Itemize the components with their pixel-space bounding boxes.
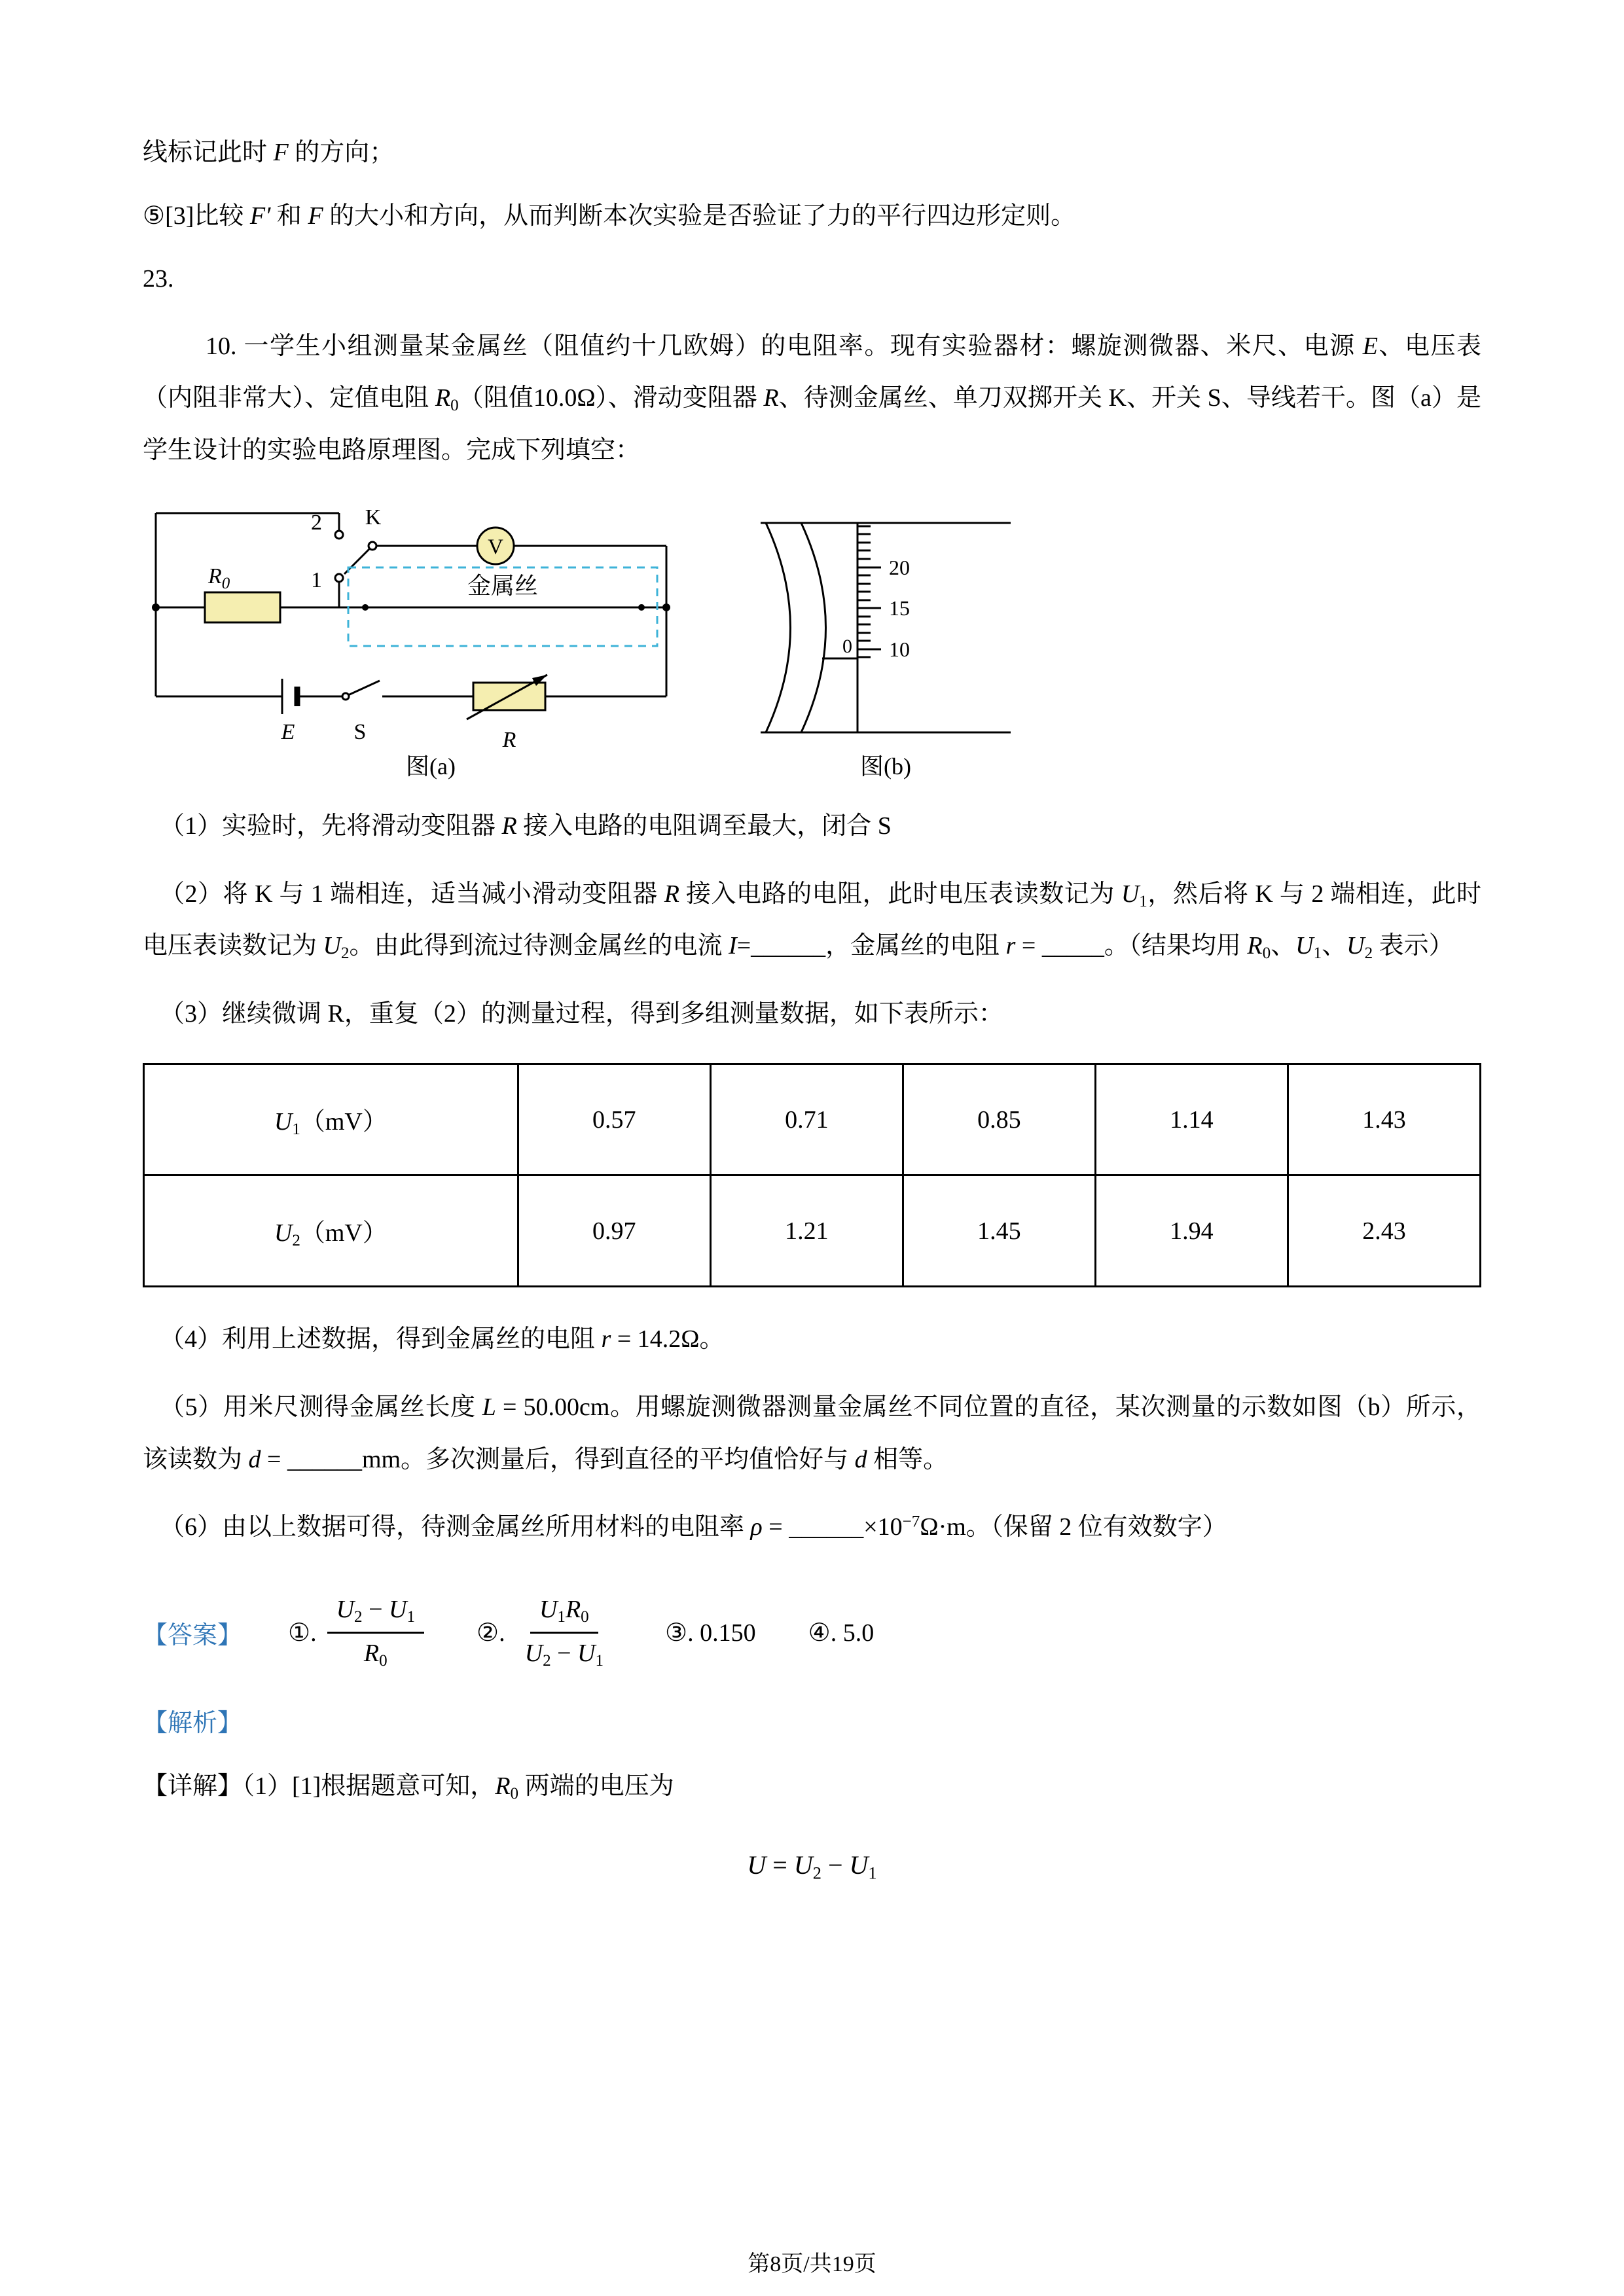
u2-value-5: 2.43 — [1288, 1175, 1480, 1287]
answer-item-4: ④. 5.0 — [808, 1619, 875, 1647]
wire-terminal-dot — [638, 604, 645, 611]
question-part-2: （2）将 K 与 1 端相连，适当减小滑动变阻器 R 接入电路的电阻，此时电压表读数记为 U1，然后将 K 与 2 端相连，此时电压表读数记为 U2。由此得到流过待测金属丝的电流 I=______，金属丝的电阻 r = _____。（结果均用 R0、U1、U2 表示） — [143, 880, 1481, 963]
answer-item-1-number: ①. — [288, 1619, 317, 1647]
fraction-1-numerator: U2 − U1 — [327, 1593, 424, 1634]
question-part-1: （1）实验时，先将滑动变阻器 R 接入电路的电阻调至最大，闭合 S — [160, 812, 892, 840]
answer-item-2-number: ②. — [477, 1619, 505, 1647]
answer-item-1 — [288, 1593, 424, 1672]
wire-terminal-dot — [362, 604, 369, 611]
switch-s-contact — [342, 693, 349, 700]
figure-a-caption: 图(a) — [406, 753, 456, 780]
fraction-2-denominator: U2 − U1 — [524, 1640, 604, 1670]
page-footer: 第8页/共19页 — [748, 2252, 876, 2276]
row-u2-label: U2（mV） — [274, 1219, 388, 1249]
row-u2-header — [144, 1175, 518, 1287]
mic-main-scale-zero: 0 — [842, 635, 852, 657]
figure-svg — [143, 497, 1020, 780]
u2-value-2: 1.21 — [710, 1175, 903, 1287]
question-part-6: （6）由以上数据可得，待测金属丝所用材料的电阻率 $\rho = \_\_\_\_\_\_\times 10^{-7}\Omega\cdot m$。（保留 2 位有效数字） — [160, 1513, 1227, 1541]
table-row-u1 — [144, 1064, 1481, 1175]
row-u1-label: U1（mV） — [274, 1107, 388, 1138]
contact-2-label: 2 — [311, 510, 322, 535]
question-part-4: （4）利用上述数据，得到金属丝的电阻 r = 14.2Ω。 — [160, 1325, 725, 1354]
junction-dot — [662, 603, 670, 611]
contact-1-label: 1 — [311, 567, 322, 592]
micrometer-outline — [761, 523, 1011, 732]
switch-k-label: K — [365, 505, 382, 529]
u1-value-5: 1.43 — [1288, 1064, 1480, 1175]
table-row-u2 — [144, 1175, 1481, 1287]
junction-dot — [152, 603, 160, 611]
answer-fraction-1 — [327, 1593, 424, 1672]
battery-label: E — [281, 719, 295, 744]
answer-line — [143, 1593, 1481, 1672]
mic-tick-10-label: 10 — [889, 637, 910, 661]
answer-tag: 【答案】 — [143, 1622, 243, 1650]
contact-1 — [335, 574, 343, 582]
metal-wire-label: 金属丝 — [467, 572, 539, 599]
row-u1-header — [144, 1064, 518, 1175]
u2-value-1: 0.97 — [518, 1175, 710, 1287]
rheostat-label: R — [502, 727, 516, 752]
text-line-compare-forces: ⑤[3]比较 F′ 和 F 的大小和方向，从而判断本次实验是否验证了力的平行四边形定则。 — [143, 202, 1076, 230]
u1-value-1: 0.57 — [518, 1064, 710, 1175]
u1-value-3: 0.85 — [903, 1064, 1095, 1175]
voltmeter-label: V — [488, 535, 503, 559]
mic-tick-20-label: 20 — [889, 555, 910, 579]
resistor-r0-label: $R_0$ — [208, 564, 230, 592]
detail-lead: 【详解】（1）[1]根据题意可知，R0 两端的电压为 — [143, 1772, 674, 1803]
question-23-number: 23. — [143, 265, 174, 293]
answer-item-2 — [477, 1593, 613, 1672]
measurement-data-table — [143, 1063, 1481, 1287]
contact-2 — [335, 531, 343, 539]
u2-value-4: 1.94 — [1095, 1175, 1288, 1287]
text-line-mark-direction: 线标记此时 F 的方向； — [143, 139, 395, 166]
switch-s-blade — [348, 681, 380, 695]
u2-value-3: 1.45 — [903, 1175, 1095, 1287]
figure-circuit-and-micrometer — [143, 497, 1481, 786]
answer-fraction-2 — [516, 1593, 613, 1672]
u1-value-2: 0.71 — [710, 1064, 903, 1175]
mic-tick-15-label: 15 — [889, 596, 910, 620]
question-part-3: （3）继续微调 R，重复（2）的测量过程，得到多组测量数据，如下表所示： — [160, 1000, 1003, 1028]
fraction-2-numerator: U1R0 — [530, 1593, 598, 1634]
question-part-5: （5）用米尺测得金属丝长度 L = 50.00cm。用螺旋测微器测量金属丝不同位置的直径，某次测量的示数如图（b）所示，该读数为 d = ______mm。多次测量后，得到直径的平均值恰好与 d 相等。 — [143, 1393, 1481, 1473]
resistor-r0 — [205, 592, 280, 622]
micrometer-thimble-ticks — [857, 526, 881, 657]
u1-value-4: 1.14 — [1095, 1064, 1288, 1175]
fraction-1-denominator: R0 — [363, 1640, 388, 1670]
figure-b-caption: 图(b) — [860, 753, 911, 780]
switch-k-pivot — [369, 542, 376, 550]
analysis-tag: 【解析】 — [143, 1709, 243, 1737]
switch-s-label: S — [353, 719, 367, 744]
detail-formula: U = U2 − U1 — [747, 1850, 877, 1883]
answer-item-3: ③. 0.150 — [665, 1619, 756, 1647]
question-10-intro: 10. 一学生小组测量某金属丝（阻值约十几欧姆）的电阻率。现有实验器材：螺旋测微器、米尺、电源 E、电压表（内阻非常大）、定值电阻 R0（阻值10.0Ω）、滑动变阻器 R、待测金属丝、单刀双掷开关 K、开关 S、导线若干。图（a）是学生设计的实验电路原理图。完成下列填空： — [143, 332, 1481, 465]
